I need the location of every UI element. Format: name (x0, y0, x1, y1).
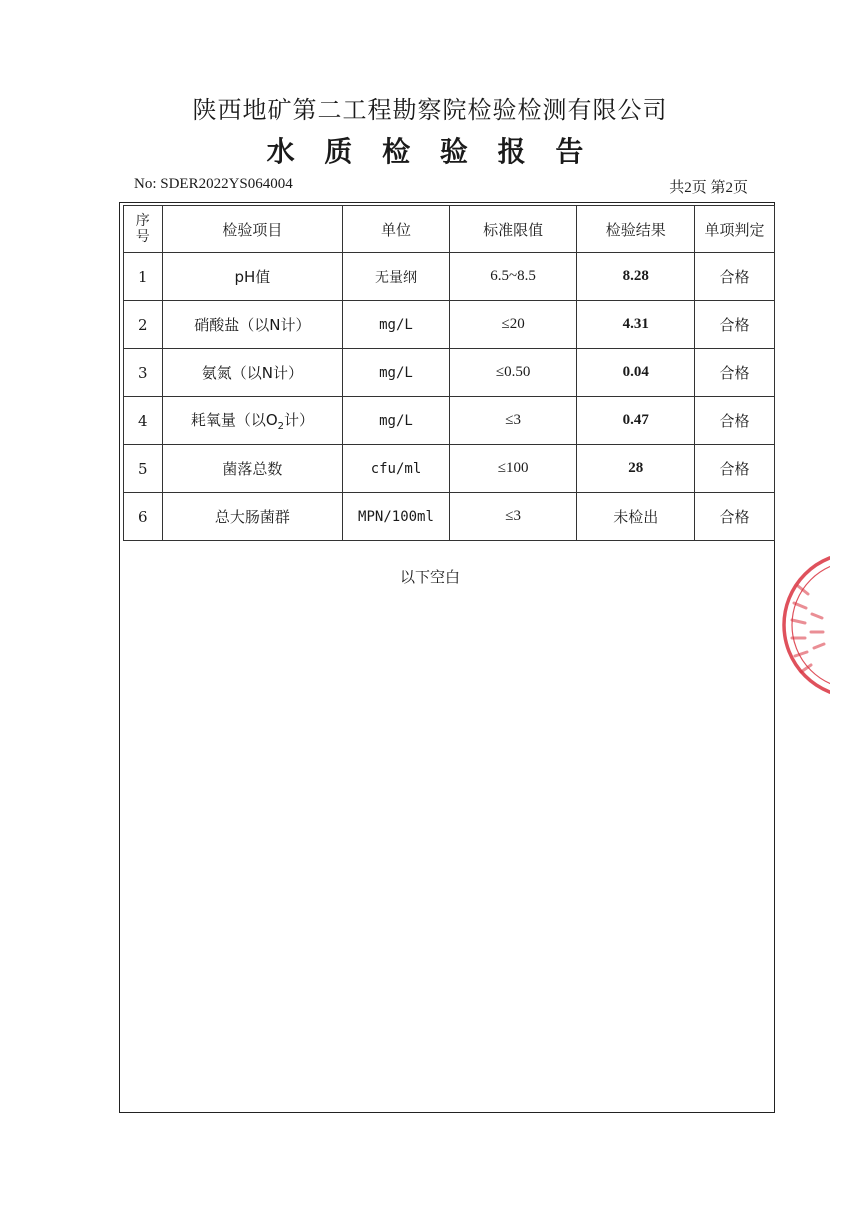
report-number: No: SDER2022YS064004 (134, 176, 293, 192)
report-title: 水 质 检 验 报 告 (266, 135, 594, 168)
row-item: 耗氧量（以$O_2$计） (162, 397, 343, 445)
table-row (124, 301, 775, 349)
row-seq: 2 (124, 301, 163, 349)
row-limit: ≤3 (449, 493, 577, 541)
header-result: 检验结果 (577, 206, 695, 253)
row-item: 总大肠菌群 (162, 493, 343, 541)
row-judgment: 合格 (694, 397, 774, 445)
official-seal (778, 548, 830, 702)
row-limit: ≤100 (449, 445, 577, 493)
row-judgment: 合格 (694, 349, 774, 397)
seal-stamp-icon (778, 548, 830, 702)
row-result: 0.04 (577, 349, 695, 397)
table-row (124, 445, 775, 493)
row-result: 28 (577, 445, 695, 493)
row-judgment: 合格 (694, 445, 774, 493)
row-result: 4.31 (577, 301, 695, 349)
row-item: 氨氮（以N计） (162, 349, 343, 397)
row-limit: 6.5~8.5 (449, 253, 577, 301)
blank-below-note: 以下空白 (399, 568, 460, 586)
row-item: pH值 (162, 253, 343, 301)
table-row (124, 349, 775, 397)
row-unit: mg/L (343, 301, 450, 349)
header-seq: 序 号 (124, 206, 163, 253)
row-judgment: 合格 (694, 253, 774, 301)
header-limit: 标准限值 (449, 206, 577, 253)
row-item: 硝酸盐（以N计） (162, 301, 343, 349)
table-row (124, 253, 775, 301)
table-row (124, 397, 775, 445)
table-header-row (124, 206, 775, 253)
row-seq: 5 (124, 445, 163, 493)
page-info: 共2页 第2页 (669, 180, 748, 196)
row-unit: mg/L (343, 349, 450, 397)
row-result: 0.47 (577, 397, 695, 445)
header-judgment: 单项判定 (694, 206, 774, 253)
row-limit: ≤3 (449, 397, 577, 445)
table-row (124, 493, 775, 541)
row-seq: 1 (124, 253, 163, 301)
organization-name: 陕西地矿第二工程勘察院检验检测有限公司 (192, 96, 668, 124)
row-judgment: 合格 (694, 493, 774, 541)
row-unit: MPN/100ml (343, 493, 450, 541)
row-item: 菌落总数 (162, 445, 343, 493)
row-unit: cfu/ml (343, 445, 450, 493)
row-judgment: 合格 (694, 301, 774, 349)
row-result: 8.28 (577, 253, 695, 301)
row-limit: ≤20 (449, 301, 577, 349)
row-unit: 无量纲 (343, 253, 450, 301)
row-seq: 6 (124, 493, 163, 541)
header-item: 检验项目 (162, 206, 343, 253)
row-limit: ≤0.50 (449, 349, 577, 397)
row-unit: mg/L (343, 397, 450, 445)
results-table (123, 205, 775, 541)
header-unit: 单位 (343, 206, 450, 253)
row-seq: 4 (124, 397, 163, 445)
row-result: 未检出 (577, 493, 695, 541)
row-seq: 3 (124, 349, 163, 397)
